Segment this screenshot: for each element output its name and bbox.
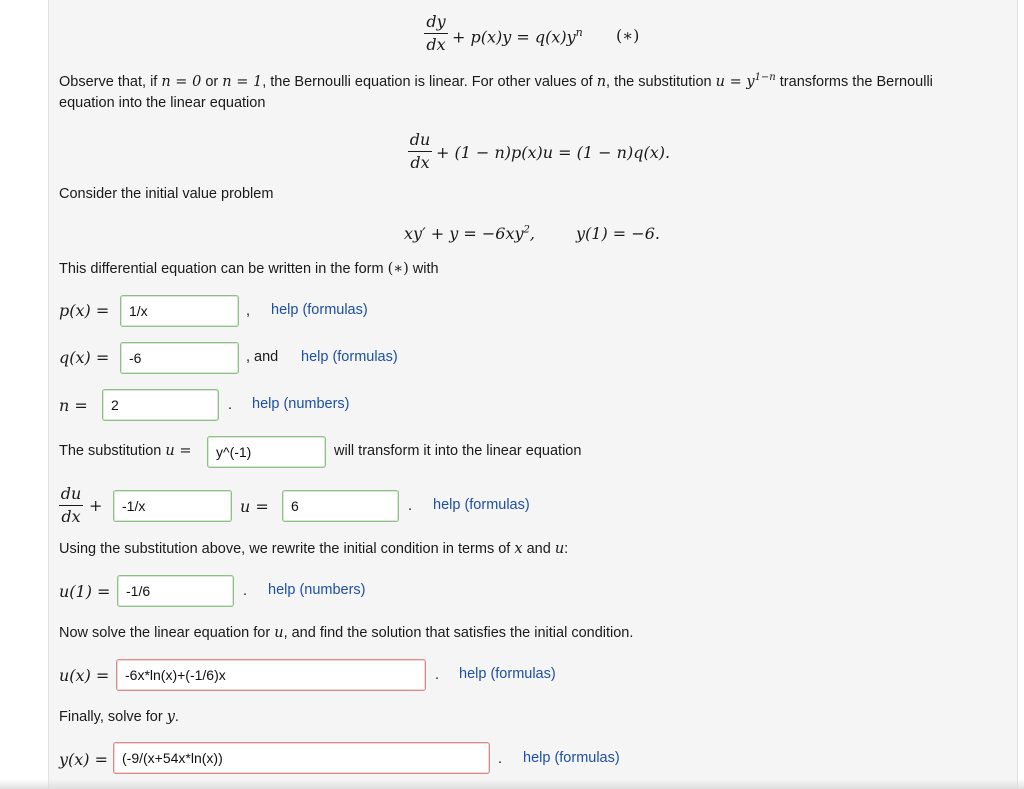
u1-label: u(1) = xyxy=(59,582,111,601)
p-label: p(x) = xyxy=(59,301,110,320)
ux-label: u(x) = xyxy=(59,666,110,685)
u1-help-link[interactable]: help (numbers) xyxy=(268,582,366,598)
q-help-link[interactable]: help (formulas) xyxy=(301,349,398,365)
p-input[interactable]: 1/x xyxy=(120,295,239,327)
q-label: q(x) = xyxy=(59,348,110,367)
n-suffix: . xyxy=(228,397,233,413)
u1-input[interactable]: -1/6 xyxy=(117,575,234,607)
final-text: Finally, solve for y. xyxy=(59,709,179,725)
ivp-intro: Consider the initial value problem xyxy=(59,186,274,202)
yx-suffix: . xyxy=(498,751,503,767)
ux-input[interactable]: -6x*ln(x)+(-1/6)x xyxy=(116,659,426,691)
linear-equation: + (1 − n)p(x)u = (1 − n)q(x). xyxy=(436,143,671,162)
n-input[interactable]: 2 xyxy=(102,389,219,421)
lin-plus: + xyxy=(89,496,103,515)
ux-suffix: . xyxy=(435,667,440,683)
form-text: This differential equation can be written in the form (∗) with xyxy=(59,261,439,277)
lin-du-dx-fraction: du dx xyxy=(60,484,82,526)
rewrite-text: Using the substitution above, we rewrite the initial condition in terms of x and u: xyxy=(59,541,569,557)
lin-coefficient-input[interactable]: -1/x xyxy=(113,490,232,522)
initial-condition: y(1) = −6. xyxy=(576,224,660,243)
observation-text-line2: equation into the linear equation xyxy=(59,95,266,111)
substitution-text: The substitution u = xyxy=(59,443,192,459)
solve-text: Now solve the linear equation for u, and find the solution that satisfies the initial condition. xyxy=(59,625,634,641)
ux-help-link[interactable]: help (formulas) xyxy=(459,666,556,682)
n-label: n = xyxy=(59,396,88,415)
u1-suffix: . xyxy=(243,583,248,599)
substitution-input[interactable]: y^(-1) xyxy=(207,436,326,468)
substitution-after-text: will transform it into the linear equation xyxy=(334,443,582,459)
dy-dx-fraction: dy dx xyxy=(424,13,448,54)
bottom-shadow xyxy=(0,779,1024,789)
du-dx-fraction: du dx xyxy=(409,130,431,172)
p-suffix: , xyxy=(246,303,251,319)
n-help-link[interactable]: help (numbers) xyxy=(252,396,350,412)
observation-text: Observe that, if n = 0 or n = 1, the Bernoulli equation is linear. For other values of n, the substitution $u = y^{1-n}$ transforms the Bernoulli xyxy=(59,72,933,90)
bernoulli-equation: + $p(x)y = q(x)y^n$ xyxy=(452,26,583,47)
yx-label: y(x) = xyxy=(59,750,109,769)
yx-help-link[interactable]: help (formulas) xyxy=(523,750,620,766)
q-input[interactable]: -6 xyxy=(120,342,239,374)
ivp-equation: $xy' + y = -6xy^2$, xyxy=(404,224,536,243)
lin-help-link[interactable]: help (formulas) xyxy=(433,497,530,513)
lin-suffix: . xyxy=(408,498,413,514)
equation-tag: (∗) xyxy=(616,26,640,45)
lin-rhs-input[interactable]: 6 xyxy=(282,490,399,522)
p-help-link[interactable]: help (formulas) xyxy=(271,302,368,318)
lin-u-label: u = xyxy=(240,497,269,516)
yx-input[interactable]: (-9/(x+54x*ln(x)) xyxy=(113,742,490,774)
q-suffix: , and xyxy=(246,349,279,365)
